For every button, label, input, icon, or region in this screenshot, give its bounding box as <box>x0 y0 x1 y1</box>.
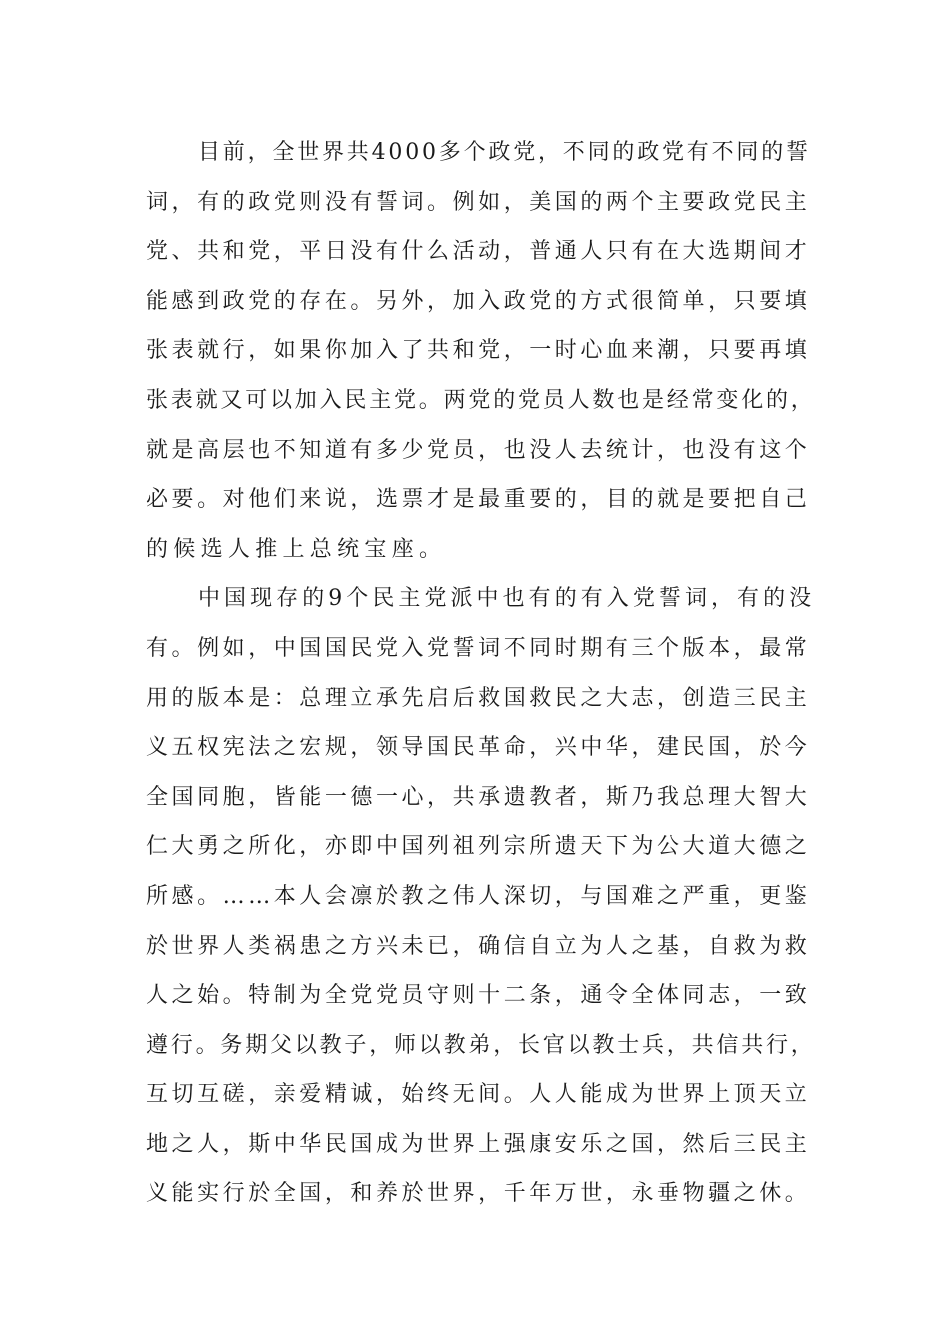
paragraph-line: 张表就又可以加入民主党。两党的党员人数也是经常变化的， <box>146 387 816 413</box>
paragraph-1 <box>146 128 816 574</box>
document-body <box>146 128 816 1219</box>
paragraph-line: 有。例如，中国国民党入党誓词不同时期有三个版本，最常 <box>146 635 811 661</box>
paragraph-line: 党、共和党，平日没有什么活动，普通人只有在大选期间才 <box>146 239 811 265</box>
paragraph-line: 地之人，斯中华民国成为世界上强康安乐之国，然后三民主 <box>146 1131 811 1157</box>
paragraph-line: 就是高层也不知道有多少党员，也没人去统计，也没有这个 <box>146 437 811 463</box>
paragraph-line: 全国同胞，皆能一德一心，共承遗教者，斯乃我总理大智大 <box>146 784 811 810</box>
paragraph-line: 人之始。特制为全党党员守则十二条，通令全体同志，一致 <box>146 983 811 1009</box>
paragraph-line: 用的版本是：总理立承先启后救国救民之大志，创造三民主 <box>146 685 811 711</box>
paragraph-line: 仁大勇之所化，亦即中国列祖列宗所遗天下为公大道大德之 <box>146 834 811 860</box>
paragraph-line: 遵行。务期父以教子，师以教弟，长官以教士兵，共信共行， <box>146 1032 816 1058</box>
paragraph-line: 目前，全世界共4000多个政党，不同的政党有不同的誓 <box>198 140 811 165</box>
paragraph-line: 互切互磋，亲爱精诚，始终无间。人人能成为世界上顶天立 <box>146 1082 811 1108</box>
paragraph-line: 词，有的政党则没有誓词。例如，美国的两个主要政党民主 <box>146 189 811 215</box>
paragraph-line: 义能实行於全国，和养於世界，千年万世，永垂物疆之休。 <box>146 1181 811 1207</box>
paragraph-line: 必要。对他们来说，选票才是最重要的，目的就是要把自己 <box>146 487 811 513</box>
paragraph-line: 中国现存的9个民主党派中也有的有入党誓词，有的没 <box>198 586 816 612</box>
paragraph-line: 义五权宪法之宏规，领导国民革命，兴中华，建民国，於今 <box>146 735 811 761</box>
paragraph-line: 所感。……本人会凛於教之伟人深切，与国难之严重，更鉴 <box>146 883 811 909</box>
paragraph-line: 张表就行，如果你加入了共和党，一时心血来潮，只要再填 <box>146 338 811 364</box>
paragraph-line: 能感到政党的存在。另外，加入政党的方式很简单，只要填 <box>146 288 811 314</box>
paragraph-line: 的候选人推上总统宝座。 <box>146 536 447 562</box>
paragraph-2 <box>146 574 816 1219</box>
paragraph-line: 於世界人类祸患之方兴未已，确信自立为人之基，自救为救 <box>146 933 811 959</box>
